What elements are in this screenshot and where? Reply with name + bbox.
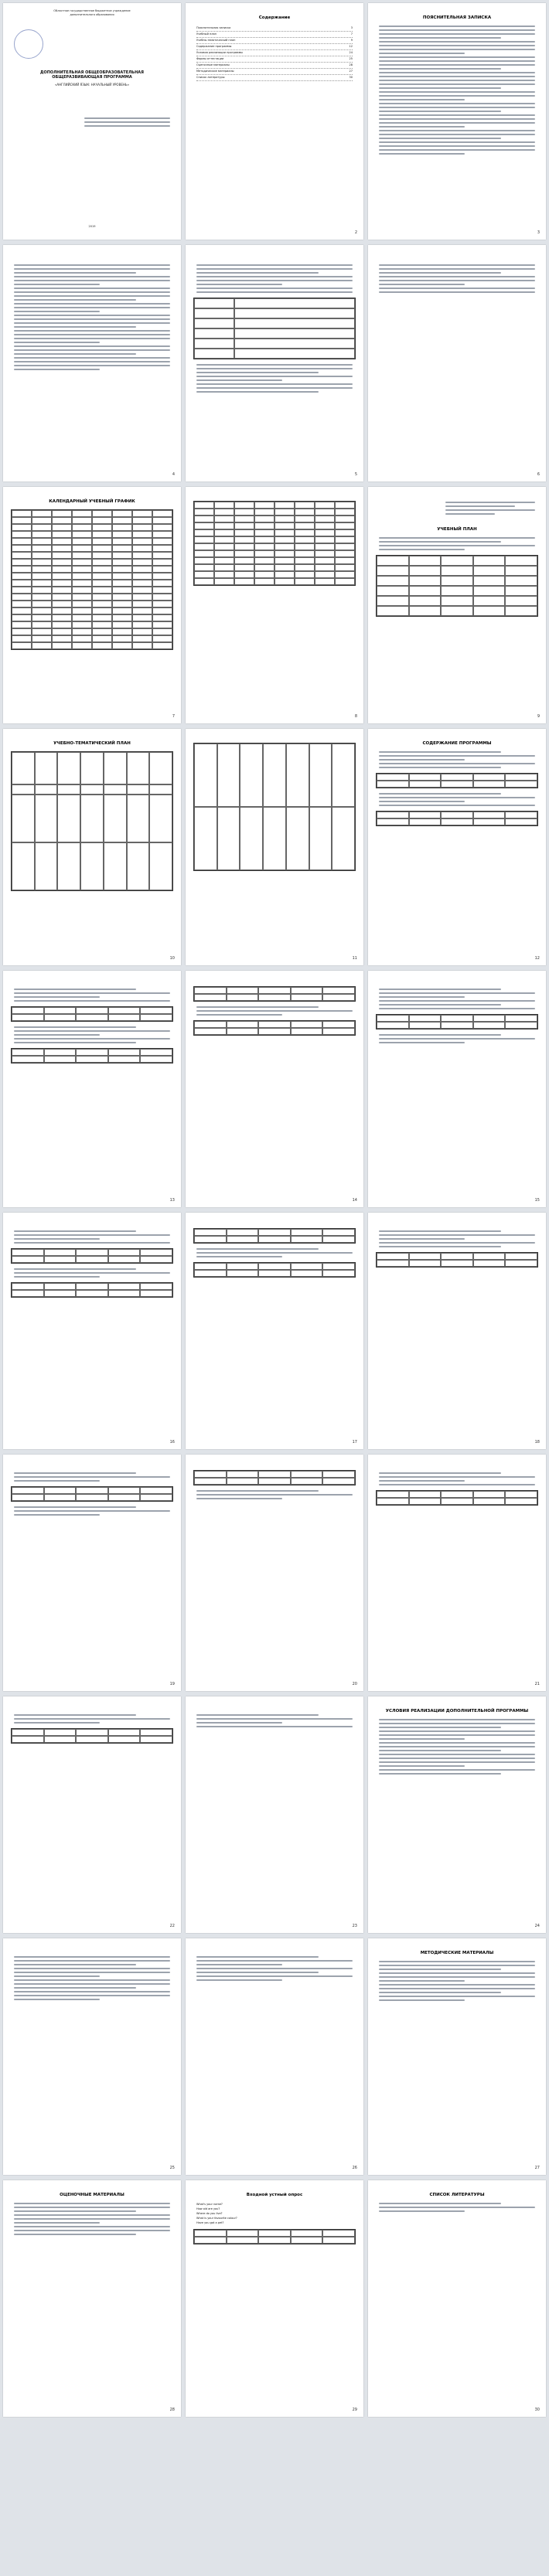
page-heading: Входной устный опрос	[246, 2193, 303, 2197]
page-14[interactable]	[186, 971, 363, 1207]
assessment-table	[193, 2229, 356, 2244]
text-block	[186, 1696, 363, 1727]
page-29[interactable]	[186, 2180, 363, 2417]
plan-table	[376, 555, 538, 617]
text-block	[368, 1719, 546, 1775]
content-table	[193, 1262, 356, 1278]
page-number: 21	[534, 1682, 540, 1686]
content-table	[193, 1020, 356, 1036]
schedule-table	[193, 501, 356, 586]
page-number: 23	[352, 1924, 357, 1928]
content-table	[11, 1282, 173, 1298]
page-heading: УЧЕБНО-ТЕМАТИЧЕСКИЙ ПЛАН	[53, 741, 131, 746]
page-number: 26	[352, 2166, 357, 2170]
page-17[interactable]	[186, 1213, 363, 1449]
page-number: 27	[534, 2166, 540, 2170]
document-page-grid	[3, 3, 546, 2417]
page-24[interactable]	[368, 1696, 546, 1933]
toc-item[interactable]: Условия реализации программы 24	[196, 50, 353, 56]
page-15[interactable]	[368, 971, 546, 1207]
page-number: 13	[169, 1198, 175, 1203]
content-table	[11, 1486, 173, 1502]
page-9[interactable]	[368, 487, 546, 723]
page-21[interactable]	[368, 1455, 546, 1691]
org-line-1: Областное государственное бюджетное учреждение	[53, 9, 131, 12]
text-block	[186, 1006, 363, 1016]
page-number: 6	[537, 472, 540, 477]
thematic-table	[11, 751, 173, 891]
text-block	[3, 1026, 181, 1043]
page-8[interactable]	[186, 487, 363, 723]
text-block	[368, 26, 546, 155]
org-line-2: дополнительного образования	[70, 12, 114, 16]
page-number: 7	[172, 714, 175, 719]
page-number: 10	[169, 956, 175, 961]
page-number: 19	[169, 1682, 175, 1686]
toc-item[interactable]: Учебный план 7	[196, 32, 353, 38]
page-22[interactable]	[3, 1696, 181, 1933]
seal-stamp-icon	[14, 29, 43, 59]
text-block	[3, 1506, 181, 1516]
page-heading: ПОЯСНИТЕЛЬНАЯ ЗАПИСКА	[422, 15, 492, 20]
text-block	[368, 1961, 546, 2001]
text-block	[368, 1455, 546, 1485]
page-number: 29	[352, 2408, 357, 2412]
page-4[interactable]	[3, 245, 181, 482]
page-26[interactable]	[186, 1938, 363, 2175]
text-block	[3, 971, 181, 1002]
page-number: 15	[534, 1198, 540, 1203]
page-number: 11	[352, 956, 357, 961]
content-table	[376, 773, 538, 788]
question-item: What is your favourite colour?	[196, 2216, 237, 2220]
cover-year: 2019	[88, 225, 96, 229]
page-number: 16	[169, 1440, 175, 1445]
question-item: How old are you?	[196, 2207, 220, 2210]
page-number: 20	[352, 1682, 357, 1686]
text-block	[3, 2203, 181, 2235]
page-10[interactable]	[3, 729, 181, 965]
page-6[interactable]	[368, 245, 546, 482]
toc-item[interactable]: Учебно-тематический план 9	[196, 38, 353, 44]
toc-item[interactable]: Пояснительная записка 3	[196, 26, 353, 32]
text-block	[186, 1248, 363, 1257]
data-table	[193, 298, 356, 359]
content-table	[376, 1014, 538, 1029]
text-block	[3, 1213, 181, 1244]
toc-item[interactable]: Формы аттестации 25	[196, 56, 353, 63]
page-toc[interactable]	[186, 3, 363, 240]
page-number: 14	[352, 1198, 357, 1203]
toc-item[interactable]: Оценочные материалы 28	[196, 63, 353, 69]
page-number: 22	[169, 1924, 175, 1928]
page-number: 4	[172, 472, 175, 477]
content-table	[193, 1228, 356, 1244]
page-number: 5	[354, 472, 357, 477]
page-number: 28	[169, 2408, 175, 2412]
text-block	[368, 971, 546, 1009]
text-block	[186, 1490, 363, 1499]
page-cover[interactable]	[3, 3, 181, 240]
page-heading: СПИСОК ЛИТЕРАТУРЫ	[429, 2193, 485, 2197]
page-number: 25	[169, 2166, 175, 2170]
page-3[interactable]	[368, 3, 546, 240]
toc-item[interactable]: Содержание программы 12	[196, 44, 353, 50]
page-11[interactable]	[186, 729, 363, 965]
thematic-table	[193, 743, 356, 871]
question-item: Have you got a pet?	[196, 2220, 224, 2224]
text-block	[368, 2203, 546, 2212]
page-19[interactable]	[3, 1455, 181, 1691]
page-7[interactable]	[3, 487, 181, 723]
page-20[interactable]	[186, 1455, 363, 1691]
content-table	[11, 1048, 173, 1063]
page-number: 17	[352, 1440, 357, 1445]
program-subtitle: «АНГЛИЙСКИЙ ЯЗЫК: НАЧАЛЬНЫЙ УРОВЕНЬ»	[54, 83, 130, 87]
page-16[interactable]	[3, 1213, 181, 1449]
page-heading: МЕТОДИЧЕСКИЕ МАТЕРИАЛЫ	[420, 1951, 494, 1955]
text-block	[368, 537, 546, 550]
text-block	[368, 793, 546, 806]
page-number: 8	[354, 714, 357, 719]
page-13[interactable]	[3, 971, 181, 1207]
text-block	[368, 751, 546, 768]
table-of-contents	[186, 26, 363, 81]
content-table	[11, 1248, 173, 1264]
page-23[interactable]	[186, 1696, 363, 1933]
text-block	[186, 364, 363, 393]
content-table	[193, 986, 356, 1002]
page-18[interactable]	[368, 1213, 546, 1449]
content-table	[193, 1470, 356, 1485]
content-table	[376, 1490, 538, 1506]
page-number: 3	[537, 230, 540, 235]
page-heading: СОДЕРЖАНИЕ ПРОГРАММЫ	[422, 741, 492, 746]
page-heading: Содержание	[258, 15, 291, 20]
program-title: ДОПОЛНИТЕЛЬНАЯ ОБЩЕОБРАЗОВАТЕЛЬНАЯ ОБЩЕРАЗВИВАЮЩАЯ ПРОГРАММА	[40, 70, 144, 80]
page-number: 12	[534, 956, 540, 961]
content-table	[376, 811, 538, 826]
page-25[interactable]	[3, 1938, 181, 2175]
page-heading: ОЦЕНОЧНЫЕ МАТЕРИАЛЫ	[60, 2193, 124, 2197]
page-number: 24	[534, 1924, 540, 1928]
text-block	[3, 245, 181, 370]
page-number: 2	[354, 230, 357, 235]
approval-block	[368, 487, 546, 515]
page-number: 18	[534, 1440, 540, 1445]
page-number: 9	[537, 714, 540, 719]
page-30[interactable]	[368, 2180, 546, 2417]
schedule-table	[11, 509, 173, 650]
page-5[interactable]	[186, 245, 363, 482]
text-block	[368, 245, 546, 293]
text-block	[3, 1268, 181, 1278]
text-block	[186, 1938, 363, 1981]
question-list	[186, 2203, 363, 2224]
text-block	[186, 245, 363, 293]
toc-item[interactable]: Список литературы 30	[196, 75, 353, 81]
question-item: Where do you live?	[196, 2211, 223, 2215]
page-27[interactable]	[368, 1938, 546, 2175]
content-table	[11, 1006, 173, 1022]
page-heading: КАЛЕНДАРНЫЙ УЧЕБНЫЙ ГРАФИК	[49, 499, 135, 504]
page-number: 30	[534, 2408, 540, 2412]
toc-item[interactable]: Методические материалы 27	[196, 69, 353, 75]
text-block	[368, 1213, 546, 1247]
text-block	[368, 1034, 546, 1043]
page-28[interactable]	[3, 2180, 181, 2417]
text-block	[3, 1938, 181, 2000]
content-table	[376, 1252, 538, 1268]
text-block	[3, 1696, 181, 1724]
content-table	[11, 1728, 173, 1744]
question-item: What's your name?	[196, 2202, 223, 2206]
page-heading: УСЛОВИЯ РЕАЛИЗАЦИИ ДОПОЛНИТЕЛЬНОЙ ПРОГРАММЫ	[385, 1709, 529, 1713]
page-heading: УЧЕБНЫЙ ПЛАН	[437, 527, 477, 532]
page-12[interactable]	[368, 729, 546, 965]
text-block	[3, 1455, 181, 1482]
